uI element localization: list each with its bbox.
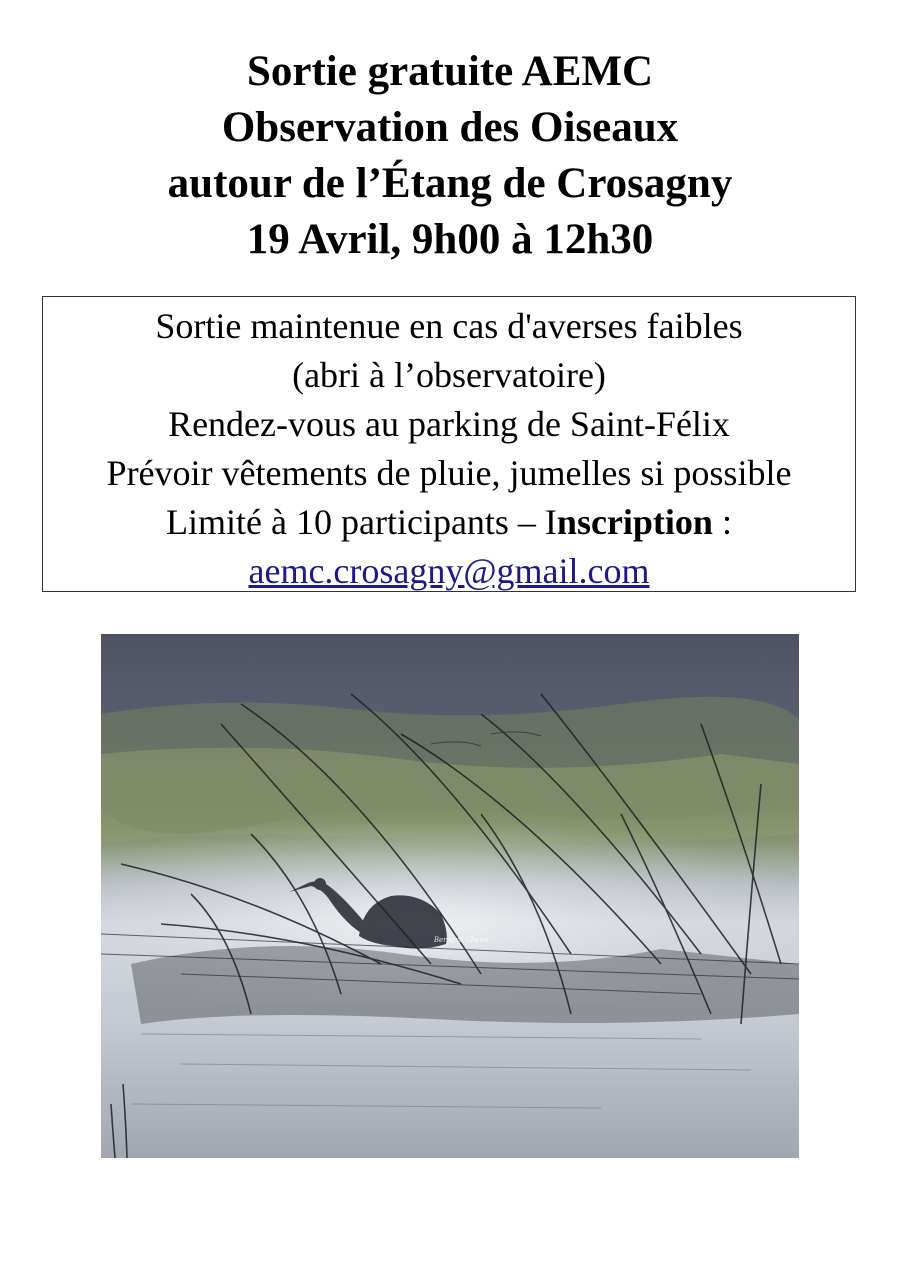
heron-photo <box>101 634 799 1158</box>
email-link[interactable]: aemc.crosagny@gmail.com <box>248 551 650 591</box>
info-colon: : <box>712 502 732 542</box>
event-title <box>0 44 900 268</box>
info-box <box>42 296 856 592</box>
heron-photo-image <box>101 634 799 1158</box>
title-line-2: Observation des Oiseaux <box>221 104 679 151</box>
info-registration <box>43 498 855 547</box>
photo-credit: Bernard Gheno <box>433 936 489 944</box>
info-meeting-point: Rendez-vous au parking de Saint-Félix <box>168 404 730 444</box>
title-line-1: Sortie gratuite AEMC <box>246 48 654 95</box>
title-line-3: autour de l’Étang de Crosagny <box>167 160 733 207</box>
info-limit-text: Limité à 10 participants – I <box>166 502 557 542</box>
info-equipment: Prévoir vêtements de pluie, jumelles si possible <box>106 453 792 493</box>
info-shelter: (abri à l’observatoire) <box>292 355 606 395</box>
info-rain-notice: Sortie maintenue en cas d'averses faibles <box>155 306 743 346</box>
info-registration-bold: nscription <box>556 502 713 542</box>
event-date-time: 19 Avril, 9h00 à 12h30 <box>246 216 654 263</box>
